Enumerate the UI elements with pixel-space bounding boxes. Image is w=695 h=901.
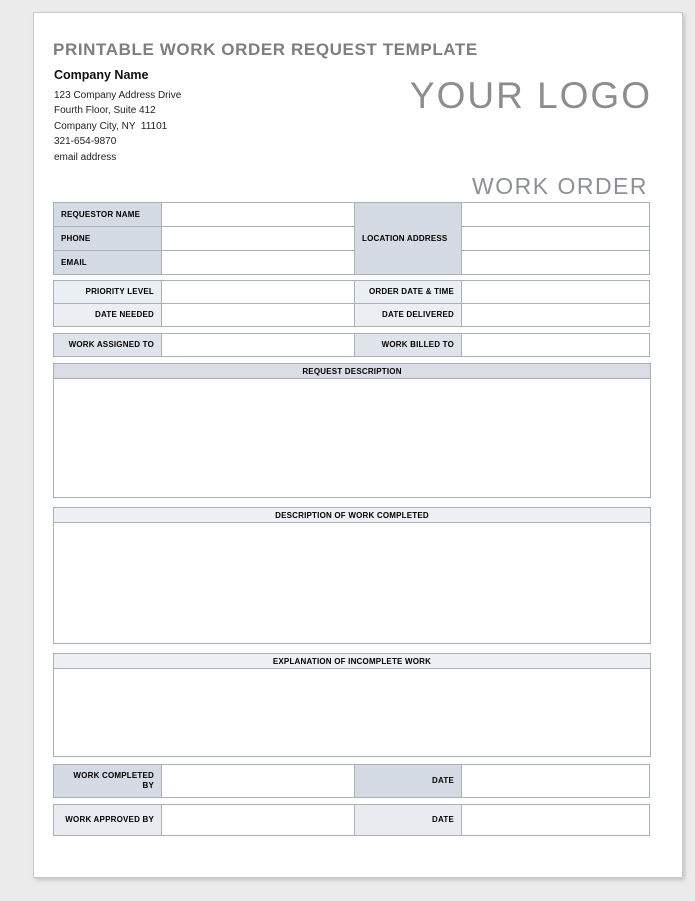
order-date-time-input[interactable] — [462, 281, 650, 304]
request-description-input[interactable] — [53, 379, 651, 498]
work-completed-date-label: DATE — [355, 765, 462, 798]
incomplete-work-header: EXPLANATION OF INCOMPLETE WORK — [53, 653, 651, 669]
location-address-label: LOCATION ADDRESS — [355, 203, 462, 275]
priority-level-input[interactable] — [162, 281, 355, 304]
phone-label: PHONE — [54, 227, 162, 251]
table-row — [54, 765, 650, 798]
work-order-heading: WORK ORDER — [472, 173, 648, 199]
order-date-time-label: ORDER DATE & TIME — [355, 281, 462, 304]
table-row — [54, 227, 650, 251]
table-row — [54, 203, 650, 227]
company-email: email address — [54, 151, 117, 163]
document-page — [33, 12, 683, 878]
work-completed-by-label: WORK COMPLETED BY — [54, 765, 162, 798]
work-billed-to-input[interactable] — [462, 334, 650, 357]
date-delivered-input[interactable] — [462, 304, 650, 327]
company-name: Company Name — [54, 68, 149, 82]
email-label: EMAIL — [54, 251, 162, 275]
date-needed-label: DATE NEEDED — [54, 304, 162, 327]
work-approved-date-input[interactable] — [462, 805, 650, 836]
work-assigned-to-input[interactable] — [162, 334, 355, 357]
work-completed-date-input[interactable] — [462, 765, 650, 798]
location-address-input-3[interactable] — [462, 251, 650, 275]
company-address-line1: 123 Company Address Drive — [54, 90, 182, 101]
company-address-line3: Company City, NY 11101 — [54, 120, 168, 132]
company-address-line2: Fourth Floor, Suite 412 — [54, 105, 156, 117]
request-description-header: REQUEST DESCRIPTION — [53, 363, 651, 379]
page-title: PRINTABLE WORK ORDER REQUEST TEMPLATE — [53, 40, 478, 59]
company-info-block — [54, 68, 181, 165]
assignment-table — [53, 333, 650, 357]
location-address-input-2[interactable] — [462, 227, 650, 251]
company-phone: 321-654-9870 — [54, 136, 117, 148]
phone-input[interactable] — [162, 227, 355, 251]
priority-level-label: PRIORITY LEVEL — [54, 281, 162, 304]
order-details-table — [53, 280, 650, 327]
work-approved-by-label: WORK APPROVED BY — [54, 805, 162, 836]
work-approved-by-table — [53, 804, 650, 836]
location-address-input-1[interactable] — [462, 203, 650, 227]
contact-table — [53, 202, 650, 275]
work-approved-by-input[interactable] — [162, 805, 355, 836]
work-assigned-to-label: WORK ASSIGNED TO — [54, 334, 162, 357]
request-description-section — [53, 363, 651, 498]
table-row — [54, 251, 650, 275]
table-row — [54, 805, 650, 836]
table-row — [54, 334, 650, 357]
incomplete-work-input[interactable] — [53, 669, 651, 757]
work-completed-section — [53, 507, 651, 644]
work-completed-header: DESCRIPTION OF WORK COMPLETED — [53, 507, 651, 523]
incomplete-work-section — [53, 653, 651, 757]
date-needed-input[interactable] — [162, 304, 355, 327]
work-completed-by-input[interactable] — [162, 765, 355, 798]
work-completed-input[interactable] — [53, 523, 651, 644]
work-approved-date-label: DATE — [355, 805, 462, 836]
logo-placeholder: YOUR LOGO — [409, 75, 652, 116]
requestor-name-input[interactable] — [162, 203, 355, 227]
table-row — [54, 304, 650, 327]
date-delivered-label: DATE DELIVERED — [355, 304, 462, 327]
table-row — [54, 281, 650, 304]
work-completed-by-table — [53, 764, 650, 798]
requestor-name-label: REQUESTOR NAME — [54, 203, 162, 227]
email-input[interactable] — [162, 251, 355, 275]
work-billed-to-label: WORK BILLED TO — [355, 334, 462, 357]
